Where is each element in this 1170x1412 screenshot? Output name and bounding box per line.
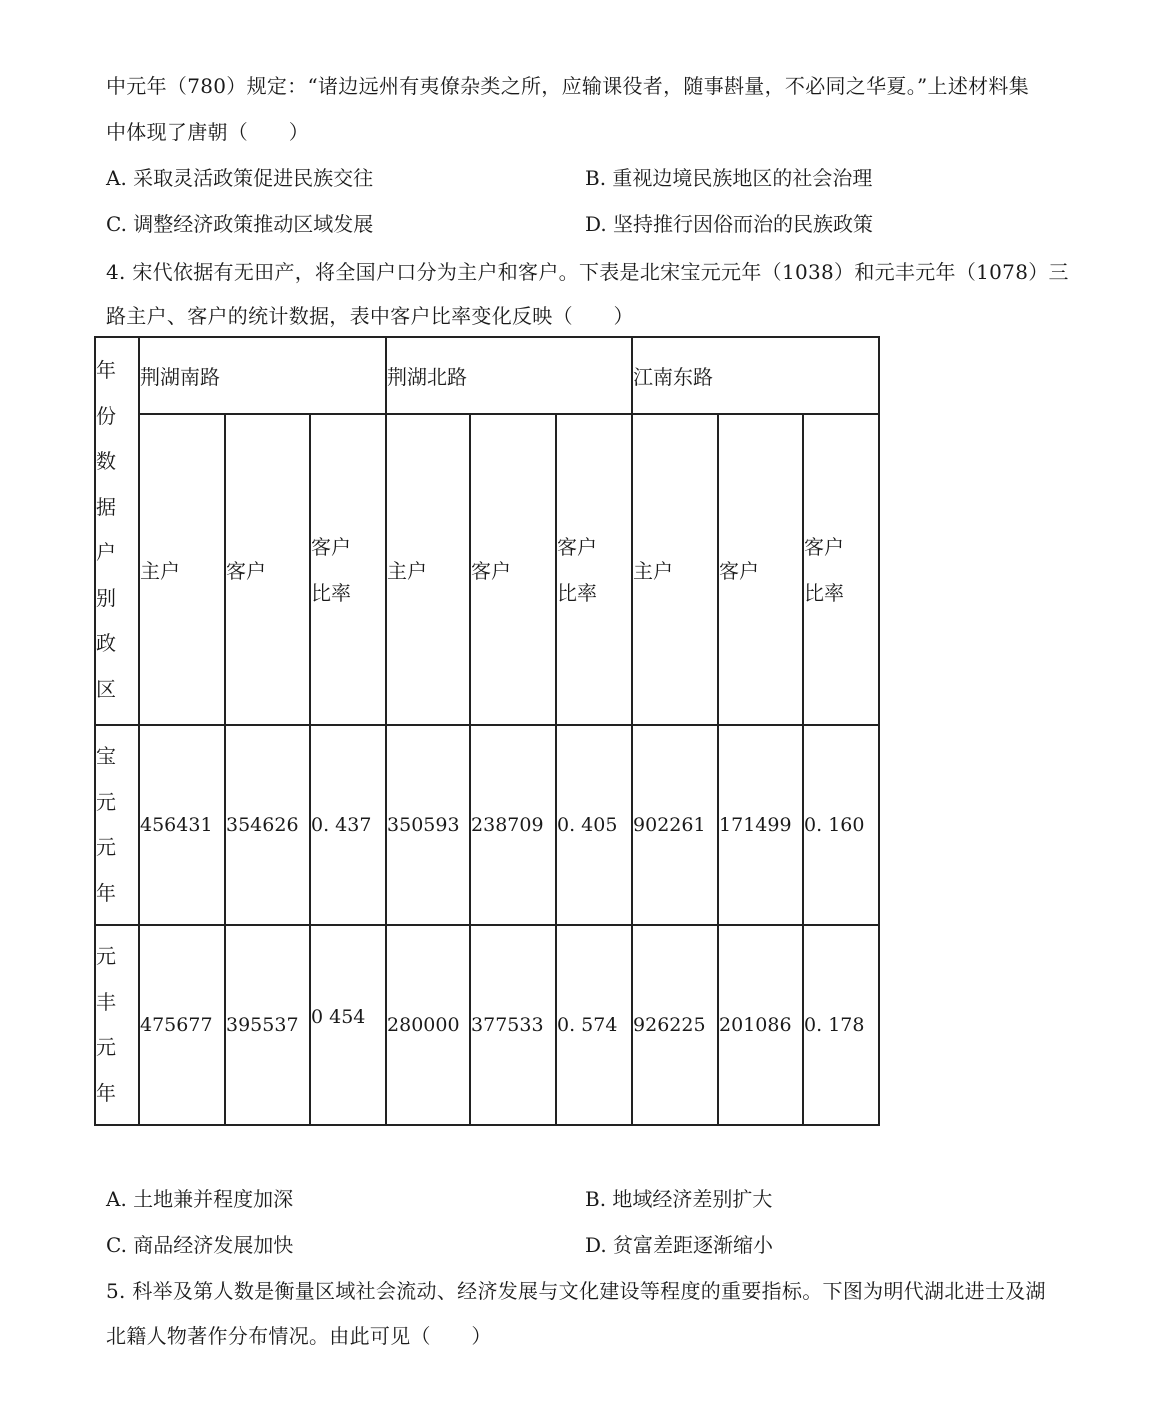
q3-option-d[interactable]: D. 坚持推行因俗而治的民族政策 — [585, 212, 874, 236]
table-cell: 0. 437 — [310, 725, 386, 925]
row-label-baoyuan — [95, 725, 139, 925]
q4-option-b[interactable]: B. 地域经济差别扩大 — [585, 1187, 773, 1211]
corner-char: 据 — [96, 494, 116, 519]
q3-stem-line1: 中元年（780）规定：“诸边远州有夷僚杂类之所，应输课役者，随事斟量，不必同之华夏。”上述材料集 — [106, 74, 1030, 98]
column-header-host: 主户 — [386, 414, 470, 725]
corner-char: 政 — [96, 631, 116, 655]
region-header-jiangnan-east: 江南东路 — [632, 337, 879, 414]
rate-line2: 比率 — [311, 580, 351, 605]
column-header-rate — [556, 414, 632, 725]
table-cell: 171499 — [718, 725, 803, 925]
row-label-char: 宝 — [96, 744, 116, 768]
corner-char: 数 — [96, 449, 116, 473]
column-header-guest: 客户 — [470, 414, 556, 725]
table-corner-cell — [95, 337, 139, 725]
column-header-rate — [803, 414, 879, 725]
corner-char: 份 — [96, 403, 116, 428]
column-header-guest: 客户 — [718, 414, 803, 725]
q3-stem-line2: 中体现了唐朝（ ） — [106, 120, 309, 144]
table-cell: 456431 — [139, 725, 225, 925]
rate-line2: 比率 — [557, 580, 598, 605]
row-label-char: 元 — [96, 1035, 116, 1059]
corner-char: 户 — [96, 540, 116, 564]
q3-option-c[interactable]: C. 调整经济政策推动区域发展 — [106, 212, 374, 236]
household-statistics-table — [94, 336, 880, 1126]
table-cell: 475677 — [139, 925, 225, 1125]
q4-stem-line1: 4. 宋代依据有无田产，将全国户口分为主户和客户。下表是北宋宝元元年（1038）和元丰元年（1078）三 — [106, 260, 1069, 284]
rate-line1: 客户 — [311, 534, 351, 559]
table-cell: 377533 — [470, 925, 556, 1125]
table-row — [95, 925, 879, 1125]
q5-stem-line2: 北籍人物著作分布情况。由此可见（ ） — [106, 1324, 492, 1348]
table-cell: 201086 — [718, 925, 803, 1125]
table-cell: 350593 — [386, 725, 470, 925]
column-header-host: 主户 — [632, 414, 718, 725]
row-label-char: 元 — [96, 835, 116, 859]
table-cell: 280000 — [386, 925, 470, 1125]
region-header-hubei: 荆湖北路 — [386, 337, 632, 414]
q4-option-c[interactable]: C. 商品经济发展加快 — [106, 1233, 294, 1257]
row-label-yuanfeng — [95, 925, 139, 1125]
table-region-header-row — [95, 337, 879, 414]
corner-char: 区 — [96, 676, 116, 701]
region-header-hunan: 荆湖南路 — [139, 337, 386, 414]
table-cell: 0. 574 — [556, 925, 632, 1125]
row-label-char: 丰 — [96, 989, 116, 1014]
q4-stem-line2: 路主户、客户的统计数据，表中客户比率变化反映（ ） — [106, 304, 634, 328]
q4-option-a[interactable]: A. 土地兼并程度加深 — [106, 1187, 294, 1211]
corner-char: 年 — [96, 358, 116, 382]
column-header-rate — [310, 414, 386, 725]
table-cell: 395537 — [225, 925, 310, 1125]
table-column-header-row — [95, 414, 879, 725]
q3-option-b[interactable]: B. 重视边境民族地区的社会治理 — [585, 166, 873, 190]
q3-option-a[interactable]: A. 采取灵活政策促进民族交往 — [106, 166, 374, 190]
table-cell: 926225 — [632, 925, 718, 1125]
rate-line1: 客户 — [557, 534, 598, 559]
table-cell: 238709 — [470, 725, 556, 925]
table-cell: 0 454 — [310, 925, 386, 1125]
row-label-char: 年 — [96, 880, 116, 905]
table-cell: 0. 405 — [556, 725, 632, 925]
table-cell: 354626 — [225, 725, 310, 925]
table-row — [95, 725, 879, 925]
corner-char: 别 — [96, 585, 116, 610]
row-label-char: 年 — [96, 1080, 116, 1105]
column-header-guest: 客户 — [225, 414, 310, 725]
q4-option-d[interactable]: D. 贫富差距逐渐缩小 — [585, 1233, 774, 1257]
q5-stem-line1: 5. 科举及第人数是衡量区域社会流动、经济发展与文化建设等程度的重要指标。下图为明代湖北进士及湖 — [106, 1279, 1046, 1303]
column-header-host: 主户 — [139, 414, 225, 725]
row-label-char: 元 — [96, 789, 116, 814]
rate-line1: 客户 — [804, 534, 845, 559]
table-cell: 0. 178 — [803, 925, 879, 1125]
rate-line2: 比率 — [804, 580, 845, 605]
table-cell: 0. 160 — [803, 725, 879, 925]
table-cell: 902261 — [632, 725, 718, 925]
row-label-char: 元 — [96, 944, 116, 968]
